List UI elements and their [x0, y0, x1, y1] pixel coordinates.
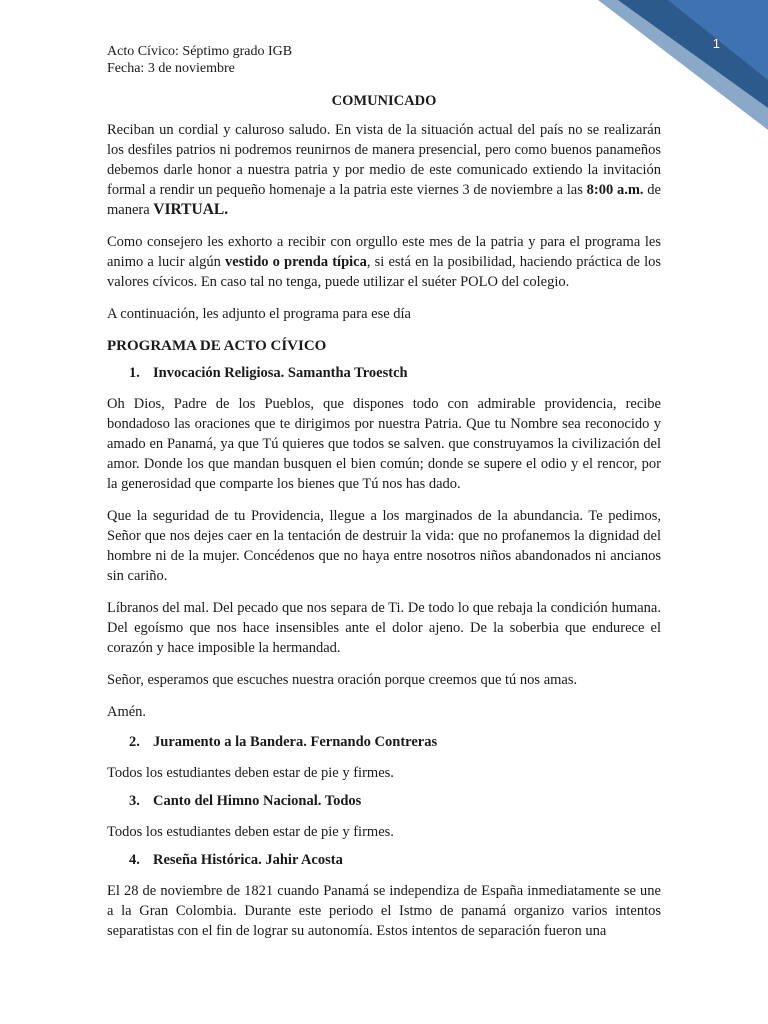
intro-mid: de manera: [107, 182, 661, 218]
history-paragraph: El 28 de noviembre de 1821 cuando Panamá se independiza de España inmediatamente se une a la Gran Colombia. Durante este periodo el Istmo de panamá organizo varios intentos separatistas con el fin de lograr su autonomía. Estos intentos de separación fueron una: [107, 883, 661, 939]
item-title: Reseña Histórica. Jahir Acosta: [153, 852, 343, 868]
intro-paragraph-1: [107, 120, 661, 220]
intro-paragraph-3: A continuación, les adjunto el programa para ese día: [107, 306, 411, 322]
prayer-paragraph: Señor, esperamos que escuches nuestra oración porque creemos que tú nos amas.: [107, 672, 578, 688]
intro-text-2a: Como consejero les exhorto a recibir con orgullo este mes de la patria y para el programa les animo a lucir algún: [107, 234, 661, 270]
event-mode: VIRTUAL.: [153, 201, 229, 218]
item-title: Invocación Religiosa. Samantha Troestch: [153, 365, 408, 381]
prayer-paragraph: Amén.: [107, 704, 147, 720]
prayer-paragraph: Oh Dios, Padre de los Pueblos, que dispones todo con admirable providencia, recibe bondadoso las oraciones que te dirigimos por nuestra Patria. Que tu Nombre sea reconocido y amado en Panamá, ya que Tú quieres que todos se salven. que construyamos la civilización del amor. Donde los que mandan busquen el bien común; donde se supere el odio y el rencor, por la generosidad que comparte los bienes que Tú nos has dado.: [107, 396, 661, 492]
item-number: 2.: [129, 734, 140, 750]
dress-code: vestido o prenda típica: [225, 254, 367, 270]
intro-text: Reciban un cordial y caluroso saludo. En vista de la situación actual del país no se realizarán los desfiles patrios ni podremos reunirnos de manera presencial, pero como buenos panameños debemos darle honor a nuestra patria y por medio de este comunicado extiendo la invitación formal a rendir un pequeño homenaje a la patria este viernes 3 de noviembre a las: [107, 122, 661, 198]
item-instruction: Todos los estudiantes deben estar de pie y firmes.: [107, 824, 394, 840]
intro-text-2b: , si está en la posibilidad, haciendo práctica de los valores cívicos. En caso tal no tenga, puede utilizar el suéter POLO del colegio.: [107, 254, 661, 290]
document-body: [107, 43, 661, 953]
event-time: 8:00 a.m.: [586, 182, 644, 198]
item-number: 3.: [129, 793, 140, 809]
item-title: Canto del Himno Nacional. Todos: [153, 793, 362, 809]
page-number: 1: [712, 36, 720, 51]
item-instruction: Todos los estudiantes deben estar de pie y firmes.: [107, 765, 394, 781]
prayer-paragraph: Líbranos del mal. Del pecado que nos separa de Ti. De todo lo que rebaja la condición humana. Del egoísmo que nos hace insensibles ante el dolor ajeno. De la soberbia que endurece el corazón y hace imposible la hermandad.: [107, 600, 661, 656]
program-item-2: [107, 734, 661, 751]
intro-paragraph-2: [107, 232, 661, 292]
program-item-4: [107, 852, 661, 869]
header-line-2: Fecha: 3 de noviembre: [107, 61, 235, 76]
item-number: 4.: [129, 852, 140, 868]
document-title: COMUNICADO: [331, 93, 437, 109]
item-title: Juramento a la Bandera. Fernando Contreras: [153, 734, 438, 750]
header-line-1: Acto Cívico: Séptimo grado IGB: [107, 44, 293, 59]
program-title: PROGRAMA DE ACTO CÍVICO: [107, 338, 327, 354]
program-item-3: [107, 793, 661, 810]
prayer-paragraph: Que la seguridad de tu Providencia, llegue a los marginados de la abundancia. Te pedimos, Señor que nos dejes caer en la tentación de destruir la vida: que no profanemos la dignidad del hombre ni de la mujer. Concédenos que no haya entre nosotros niños abandonados ni ancianos sin cariño.: [107, 508, 661, 584]
program-item-1: [107, 365, 661, 382]
item-number: 1.: [129, 365, 140, 381]
